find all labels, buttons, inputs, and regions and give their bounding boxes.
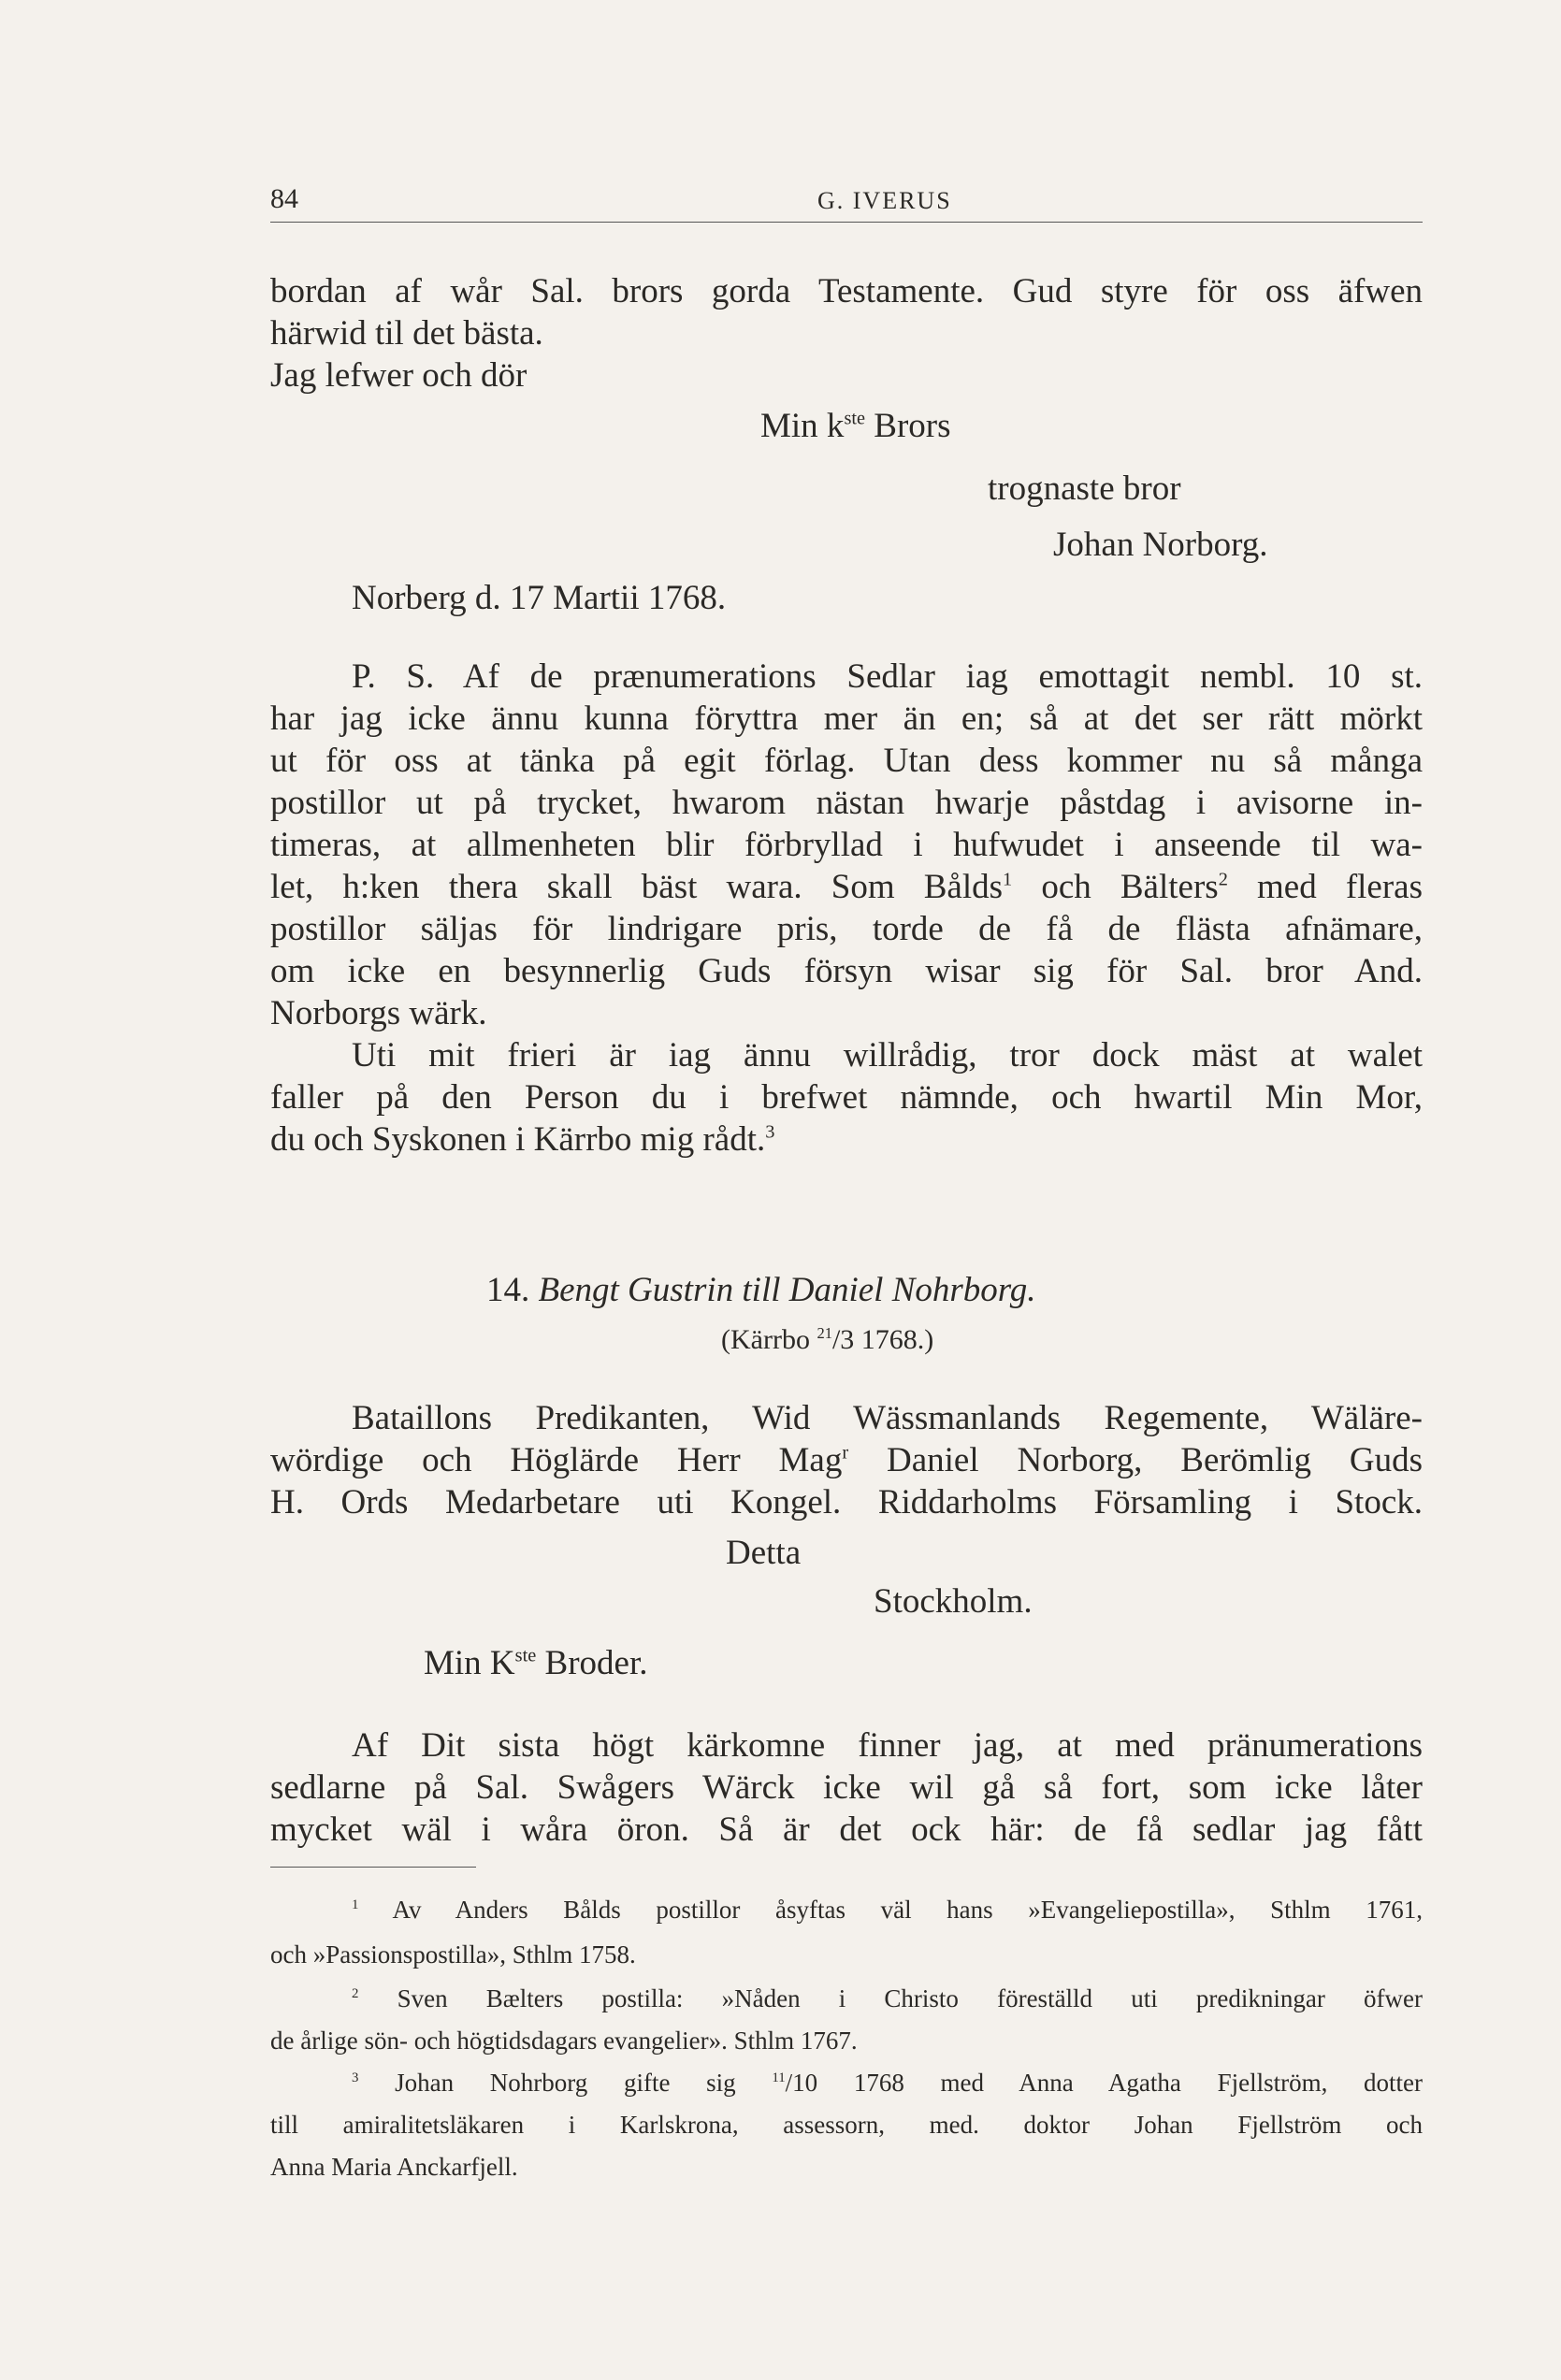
stockholm: Stockholm.	[874, 1582, 1033, 1621]
trognaste-line: trognaste bror	[988, 469, 1181, 508]
page-number: 84	[270, 183, 298, 214]
ps-line: Norborgs wärk.	[270, 994, 487, 1032]
ps-line: P. S. Af de prænumerations Sedlar iag emottagit nembl. 10 st.	[352, 657, 1423, 696]
body-line: sedlarne på Sal. Swågers Wärck icke wil gå så fort, som icke låter	[270, 1768, 1423, 1807]
ps-line: Uti mit frieri är iag ännu willrådig, tror dock mäst at walet	[352, 1036, 1423, 1075]
footnote: $^1$ Av Anders Bålds postillor åsyftas väl hans »Evangeliepostilla», Sthlm 1761,	[352, 1896, 1423, 1924]
footnote-rule	[270, 1867, 476, 1868]
letter-date: (Kärrbo $^{21}$/3 1768.)	[721, 1324, 934, 1355]
detta: Detta	[726, 1534, 802, 1572]
running-title: G. IVERUS	[817, 187, 952, 214]
greeting: Min $K^{ste}$ Broder.	[424, 1644, 648, 1682]
ps-line: du och Syskonen i Kärrbo mig rådt.$^3$	[270, 1120, 775, 1159]
address-line: H. Ords Medarbetare uti Kongel. Riddarholms Församling i Stock.	[270, 1483, 1423, 1522]
footnote: till amiralitetsläkaren i Karlskrona, assessorn, med. doktor Johan Fjellström och	[270, 2111, 1423, 2139]
ps-line: har jag icke ännu kunna föryttra mer än en; så at det ser rätt mörkt	[270, 700, 1423, 738]
ps-line: postillor ut på trycket, hwarom nästan hwarje påstdag i avisorne in-	[270, 784, 1423, 822]
footnote: de årlige sön- och högtidsdagars evangelier». Sthlm 1767.	[270, 2027, 858, 2055]
ps-line: om icke en besynnerlig Guds försyn wisar sig för Sal. bror And.	[270, 952, 1423, 990]
ps-line: postillor säljas för lindrigare pris, torde de få de flästa afnämare,	[270, 910, 1423, 948]
letter-heading: 14. Bengt Gustrin till Daniel Nohrborg.	[486, 1271, 1036, 1309]
body-line: Af Dit sista högt kärkomne finner jag, at med pränumerations	[352, 1726, 1423, 1765]
address-line: wördige och Höglärde Herr Mag$^r$ Daniel Norborg, Berömlig Guds	[270, 1441, 1423, 1479]
text-line: bordan af wår Sal. brors gorda Testamente. Gud styre för oss äfwen	[270, 272, 1423, 310]
footnote: Anna Maria Anckarfjell.	[270, 2153, 518, 2181]
text-line: härwid til det bästa.	[270, 314, 543, 353]
footnote: $^3$ Johan Nohrborg gifte sig $^{11}$/10 1768 med Anna Agatha Fjellström, dotter	[352, 2069, 1423, 2097]
salutation: Min $k^{ste}$ Brors	[760, 407, 951, 445]
ps-line: let, h:ken thera skall bäst wara. Som Bålds$^1$ och Bälters$^2$ med fleras	[270, 868, 1423, 906]
body-line: mycket wäl i wåra öron. Så är det ock här: de få sedlar jag fått	[270, 1810, 1423, 1849]
header-rule	[270, 222, 1423, 223]
place-date: Norberg d. 17 Martii 1768.	[352, 579, 727, 617]
ps-line: faller på den Person du i brefwet nämnde, och hwartil Min Mor,	[270, 1078, 1423, 1117]
footnote: $^2$ Sven Bælters postilla: »Nåden i Christo föreställd uti predikningar öfwer	[352, 1984, 1423, 2012]
ps-line: ut för oss at tänka på egit förlag. Utan dess kommer nu så många	[270, 742, 1423, 780]
signature: Johan Norborg.	[1053, 526, 1268, 564]
footnote: och »Passionspostilla», Sthlm 1758.	[270, 1940, 636, 1969]
address-line: Bataillons Predikanten, Wid Wässmanlands Regemente, Wäläre-	[352, 1399, 1423, 1437]
closing-line: Jag lefwer och dör	[270, 356, 528, 395]
ps-line: timeras, at allmenheten blir förbryllad i hufwudet i anseende til wa-	[270, 826, 1423, 864]
